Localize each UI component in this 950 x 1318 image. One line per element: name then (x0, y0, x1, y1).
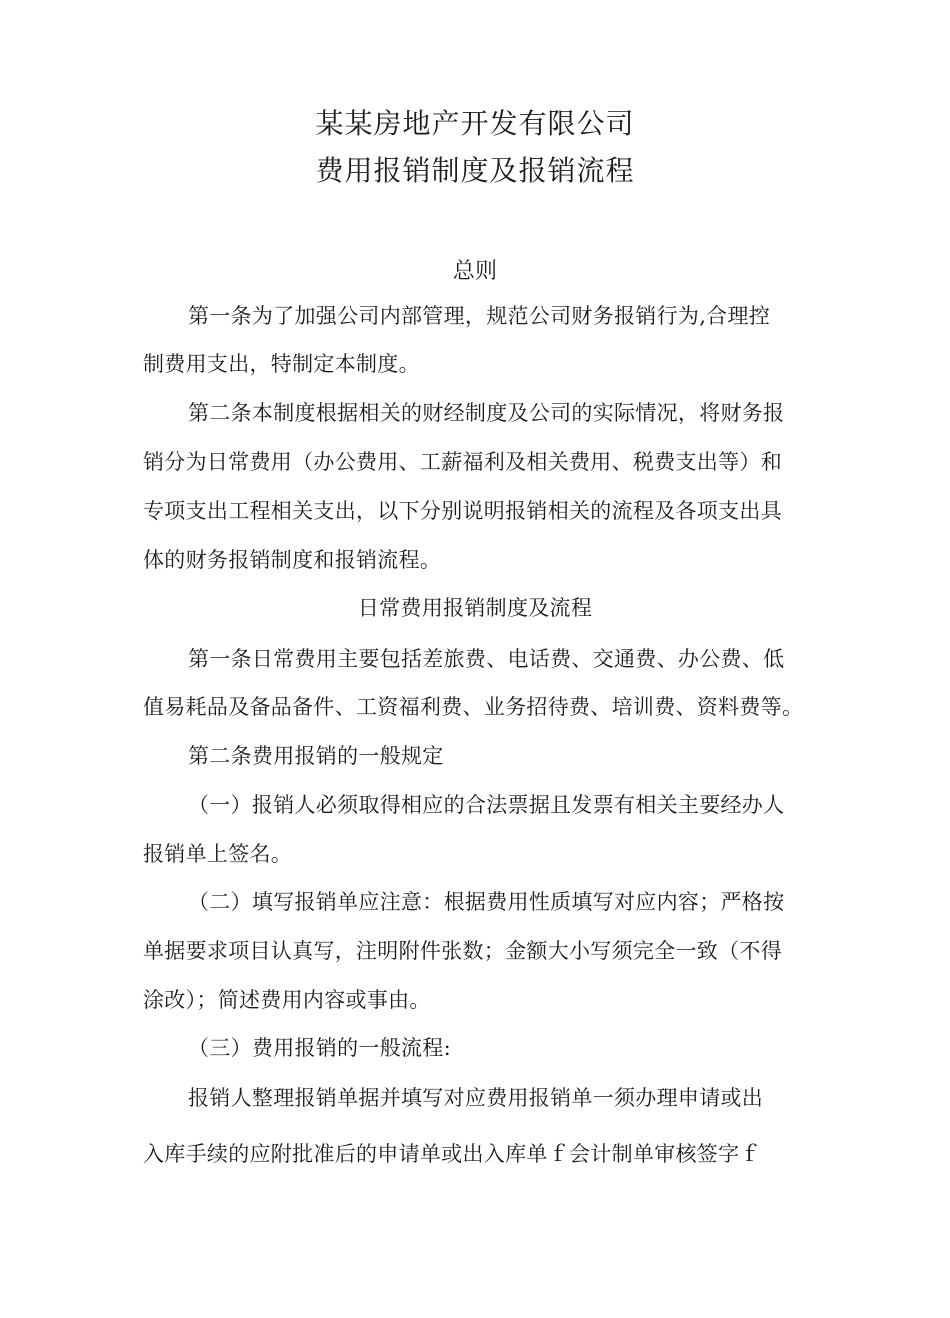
paragraph-line: （一）报销人必须取得相应的合法票据且发票有相关主要经办人 (188, 793, 785, 817)
paragraph-line: 第二条费用报销的一般规定 (188, 744, 444, 768)
paragraph-line: 第二条本制度根据相关的财经制度及公司的实际情况，将财务报 (188, 401, 785, 425)
document-title-subject: 费用报销制度及报销流程 (315, 154, 635, 187)
paragraph-line: 第一条为了加强公司内部管理，规范公司财务报销行为,合理控 (188, 304, 771, 328)
document-title-company: 某某房地产开发有限公司 (315, 107, 635, 140)
section-heading-general: 总则 (452, 259, 498, 284)
paragraph-line: （二）填写报销单应注意：根据费用性质填写对应内容；严格按 (188, 890, 785, 914)
paragraph-line: 体的财务报销制度和报销流程。 (143, 548, 442, 572)
paragraph-line: 报销人整理报销单据并填写对应费用报销单一须办理申请或出 (188, 1086, 764, 1110)
paragraph-line: 值易耗品及备品备件、工资福利费、业务招待费、培训费、资料费等。 (143, 695, 804, 719)
paragraph-line: 涂改）；简述费用内容或事由。 (143, 988, 431, 1012)
paragraph-line: 单据要求项目认真写，注明附件张数；金额大小写须完全一致（不得 (143, 939, 782, 963)
paragraph-line: 销分为日常费用（办公费用、工薪福利及相关费用、税费支出等）和 (143, 450, 782, 474)
paragraph-line: 报销单上签名。 (143, 842, 293, 866)
paragraph-line: 制费用支出，特制定本制度。 (143, 352, 420, 376)
section-heading-daily: 日常费用报销制度及流程 (357, 596, 593, 620)
paragraph-line: 第一条日常费用主要包括差旅费、电话费、交通费、办公费、低 (188, 647, 785, 671)
paragraph-line: 专项支出工程相关支出，以下分别说明报销相关的流程及各项支出具 (143, 499, 782, 523)
paragraph-line: 入库手续的应附批准后的申请单或出入库单ｆ会计制单审核签字ｆ (143, 1142, 761, 1166)
paragraph-line: （三）费用报销的一般流程: (188, 1036, 451, 1060)
